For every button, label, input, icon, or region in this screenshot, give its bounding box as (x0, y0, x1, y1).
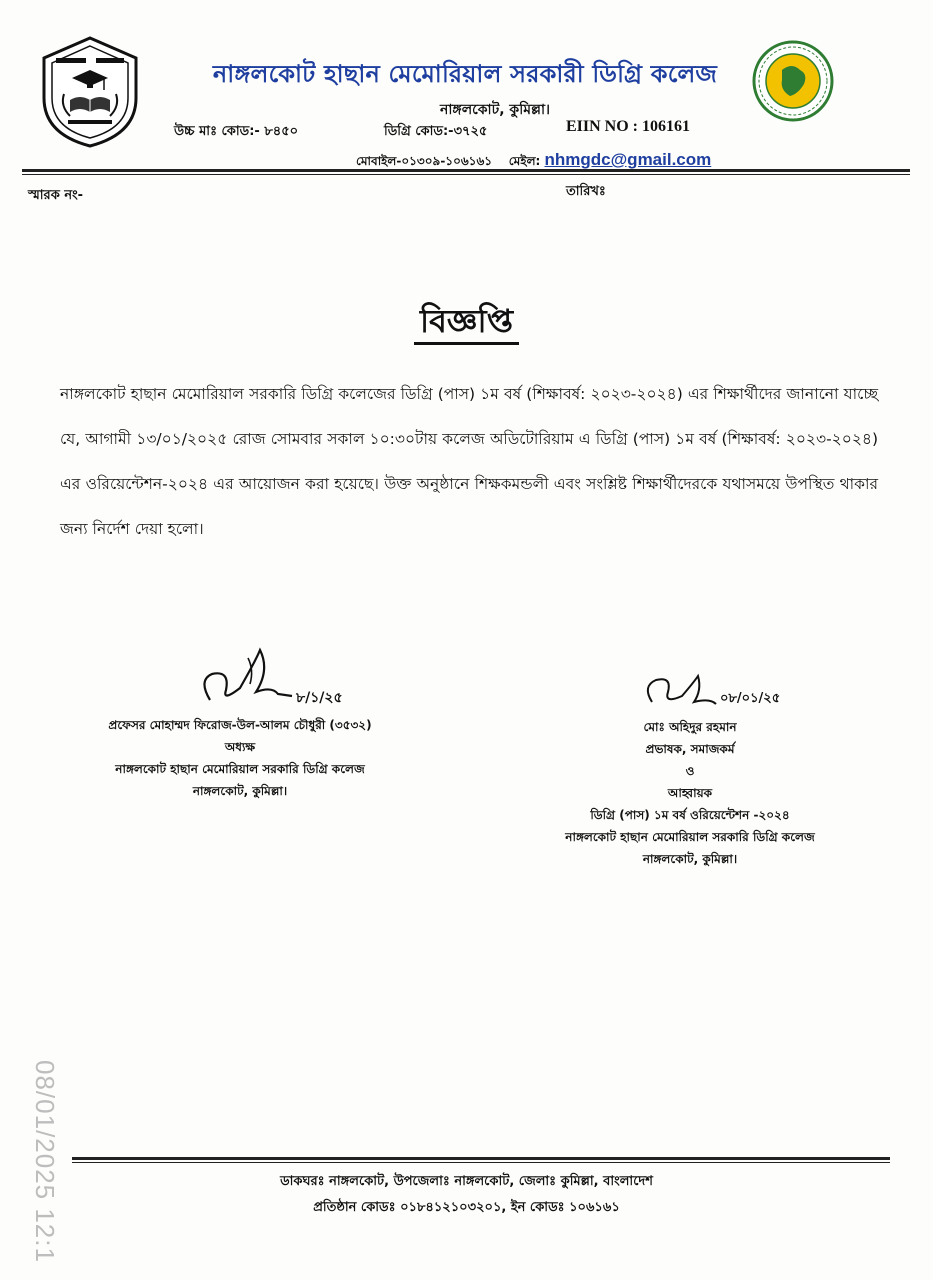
convener-designation: প্রভাষক, সমাজকর্ম (645, 742, 735, 756)
notice-title-text: বিজ্ঞপ্তি (414, 302, 519, 345)
convener-event: ডিগ্রি (পাস) ১ম বর্ষ ওরিয়েন্টেশন -২০২৪ (590, 808, 790, 822)
principal-location: নাঙ্গলকোট, কুমিল্লা। (192, 784, 288, 798)
mobile-number: মোবাইল-০১৩০৯-১০৬১৬১ (356, 154, 493, 168)
memo-label: স্মারক নং- (28, 188, 84, 203)
convener-role: আহ্বায়ক (667, 786, 713, 800)
convener-signature (560, 668, 820, 712)
government-seal-icon (752, 40, 834, 122)
principal-designation: অধ্যক্ষ (224, 740, 256, 754)
principal-signature-block (80, 640, 400, 802)
college-name: নাঙ্গলকোট হাছান মেমোরিয়াল সরকারী ডিগ্রি কলেজ (212, 60, 718, 88)
footer-address: ডাকঘরঃ নাঙ্গলকোট, উপজেলাঃ নাঙ্গলকোট, জেলাঃ কুমিল্লা, বাংলাদেশ (280, 1174, 653, 1189)
footer-rule (72, 1157, 890, 1160)
date-label: তারিখঃ (566, 184, 606, 199)
principal-signature (80, 640, 400, 710)
email-address[interactable]: nhmgdc@gmail.com (544, 150, 712, 169)
convener-institution: নাঙ্গলকোট হাছান মেমোরিয়াল সরকারি ডিগ্রি কলেজ (565, 830, 815, 844)
convener-signature-block (560, 668, 820, 870)
eiin-number: EIIN NO : 106161 (566, 118, 691, 135)
convener-conjunction: ও (685, 764, 695, 778)
notice-title (0, 296, 933, 350)
photo-timestamp-text: 08/01/2025 12:1 (30, 1060, 60, 1263)
header-rule (22, 169, 910, 172)
footer-rule-thin (72, 1162, 890, 1163)
convener-sign-date: ০৮/০১/২৫ (720, 691, 781, 706)
principal-name: প্রফেসর মোহাম্মদ ফিরোজ-উল-আলম চৌধুরী (৩৫৩২) (108, 718, 372, 732)
photo-timestamp (10, 1060, 70, 1275)
notice-body: নাঙ্গলকোট হাছান মেমোরিয়াল সরকারি ডিগ্রি কলেজের ডিগ্রি (পাস) ১ম বর্ষ (শিক্ষাবর্ষ: ২০২৩-২০২৪) এর শিক্ষার্থীদের জানানো যাচ্ছে যে, আগামী ১৩/০১/২০২৫ রোজ সোমবার সকাল ১০:৩০টায় কলেজ অডিটোরিয়াম এ ডিগ্রি (পাস) ১ম বর্ষ (শিক্ষাবর্ষ: ২০২৩-২০২৪) এর ওরিয়েন্টেশন-২০২৪ এর আয়োজন করা হয়েছে। উক্ত অনুষ্ঠানে শিক্ষকমন্ডলী এবং সংশ্লিষ্ট শিক্ষার্থীদেরকে যথাসময়ে উপস্থিত থাকার জন্য নির্দেশ দেয়া হলো। (60, 385, 878, 538)
convener-name: মোঃ অহিদুর রহমান (643, 720, 737, 734)
principal-sign-date: ৮/১/২৫ (296, 690, 343, 706)
footer-codes: প্রতিষ্ঠান কোডঃ ০১৮৪১২১০৩২০১, ইন কোডঃ ১০৬১৬১ (313, 1200, 620, 1215)
convener-location: নাঙ্গলকোট, কুমিল্লা। (642, 852, 738, 866)
degree-code: ডিগ্রি কোড:-৩৭২৫ (384, 124, 488, 139)
principal-institution: নাঙ্গলকোট হাছান মেমোরিয়াল সরকারি ডিগ্রি কলেজ (115, 762, 365, 776)
header-rule-thin (22, 174, 910, 175)
college-crest-icon (40, 36, 140, 148)
hsc-code: উচ্চ মাঃ কোড:- ৮৪৫০ (174, 124, 299, 139)
email-label: মেইল: (508, 154, 541, 168)
college-address: নাঙ্গলকোট, কুমিল্লা। (440, 102, 551, 118)
